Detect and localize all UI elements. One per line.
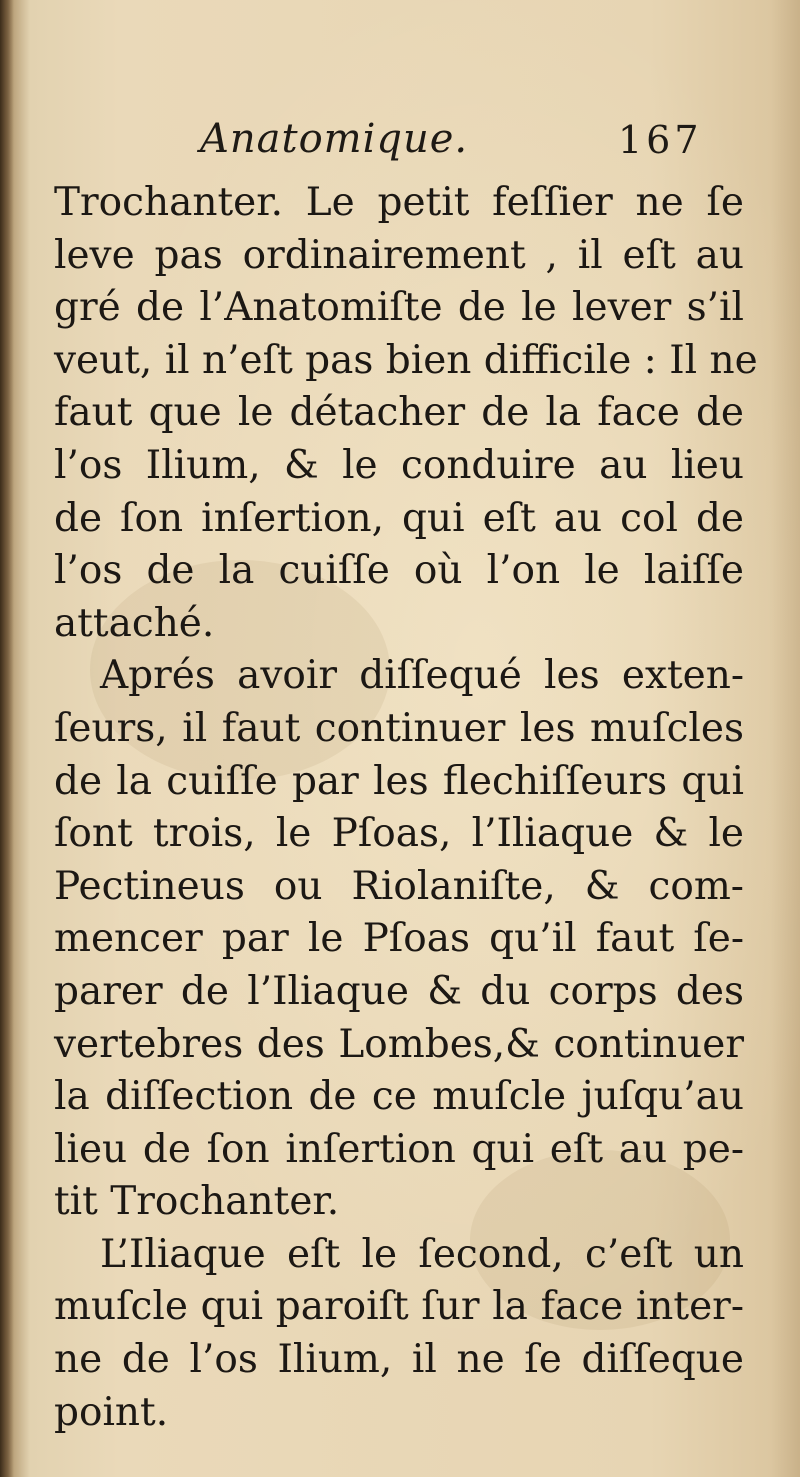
text-line: ne de l’os Ilium, il ne ſe diſſeque xyxy=(54,1337,744,1383)
text-line: ſeurs, il faut continuer les muſcles xyxy=(54,705,744,751)
text-line: Trochanter. Le petit feſſier ne ſe xyxy=(54,180,744,225)
text-line: gré de l’Anatomiſte de le lever s’il xyxy=(54,285,744,331)
paragraph xyxy=(54,177,758,650)
text-line: attaché. xyxy=(54,600,215,646)
text-line: mencer par le Pſoas qu’il faut ſe- xyxy=(54,916,744,962)
paragraph xyxy=(54,650,744,1229)
text-line: point. xyxy=(54,1389,169,1435)
body-text xyxy=(54,177,758,1439)
text-line: vertebres des Lombes,& continuer xyxy=(54,1021,744,1067)
text-line: la diſſection de ce muſcle juſqu’au xyxy=(54,1074,744,1120)
page-header xyxy=(0,112,800,172)
binding-gutter xyxy=(0,0,14,1477)
text-line: parer de l’Iliaque & du corps des xyxy=(54,968,744,1014)
running-title: Anatomique. xyxy=(200,116,469,162)
text-line: faut que le détacher de la face de xyxy=(54,390,744,436)
text-line: Aprés avoir diſſequé les exten- xyxy=(100,653,744,699)
text-line: ſont trois, le Pſoas, l’Iliaque & le xyxy=(54,811,744,857)
text-line: Pectineus ou Riolaniſte, & com- xyxy=(54,863,744,909)
text-line: de ſon inſertion, qui eſt au col de xyxy=(54,495,744,541)
text-line: l’os de la cuiſſe où l’on le laiſſe xyxy=(54,548,744,594)
text-line: veut, il n’eſt pas bien difficile : Il ne xyxy=(54,337,758,383)
paragraph xyxy=(54,1229,744,1439)
text-line: l’os Ilium, & le conduire au lieu xyxy=(54,442,744,488)
text-line: leve pas ordinairement , il eſt au xyxy=(54,232,744,278)
text-line: lieu de ſon inſertion qui eſt au pe- xyxy=(54,1126,744,1172)
text-line: de la cuiſſe par les flechiſſeurs qui xyxy=(54,758,744,804)
text-line: tit Trochanter. xyxy=(54,1179,340,1225)
text-line: muſcle qui paroiſt ſur la face inter- xyxy=(54,1284,744,1330)
page-number: 167 xyxy=(618,118,703,162)
text-line: L’Iliaque eſt le ſecond, c’eſt un xyxy=(100,1231,744,1277)
